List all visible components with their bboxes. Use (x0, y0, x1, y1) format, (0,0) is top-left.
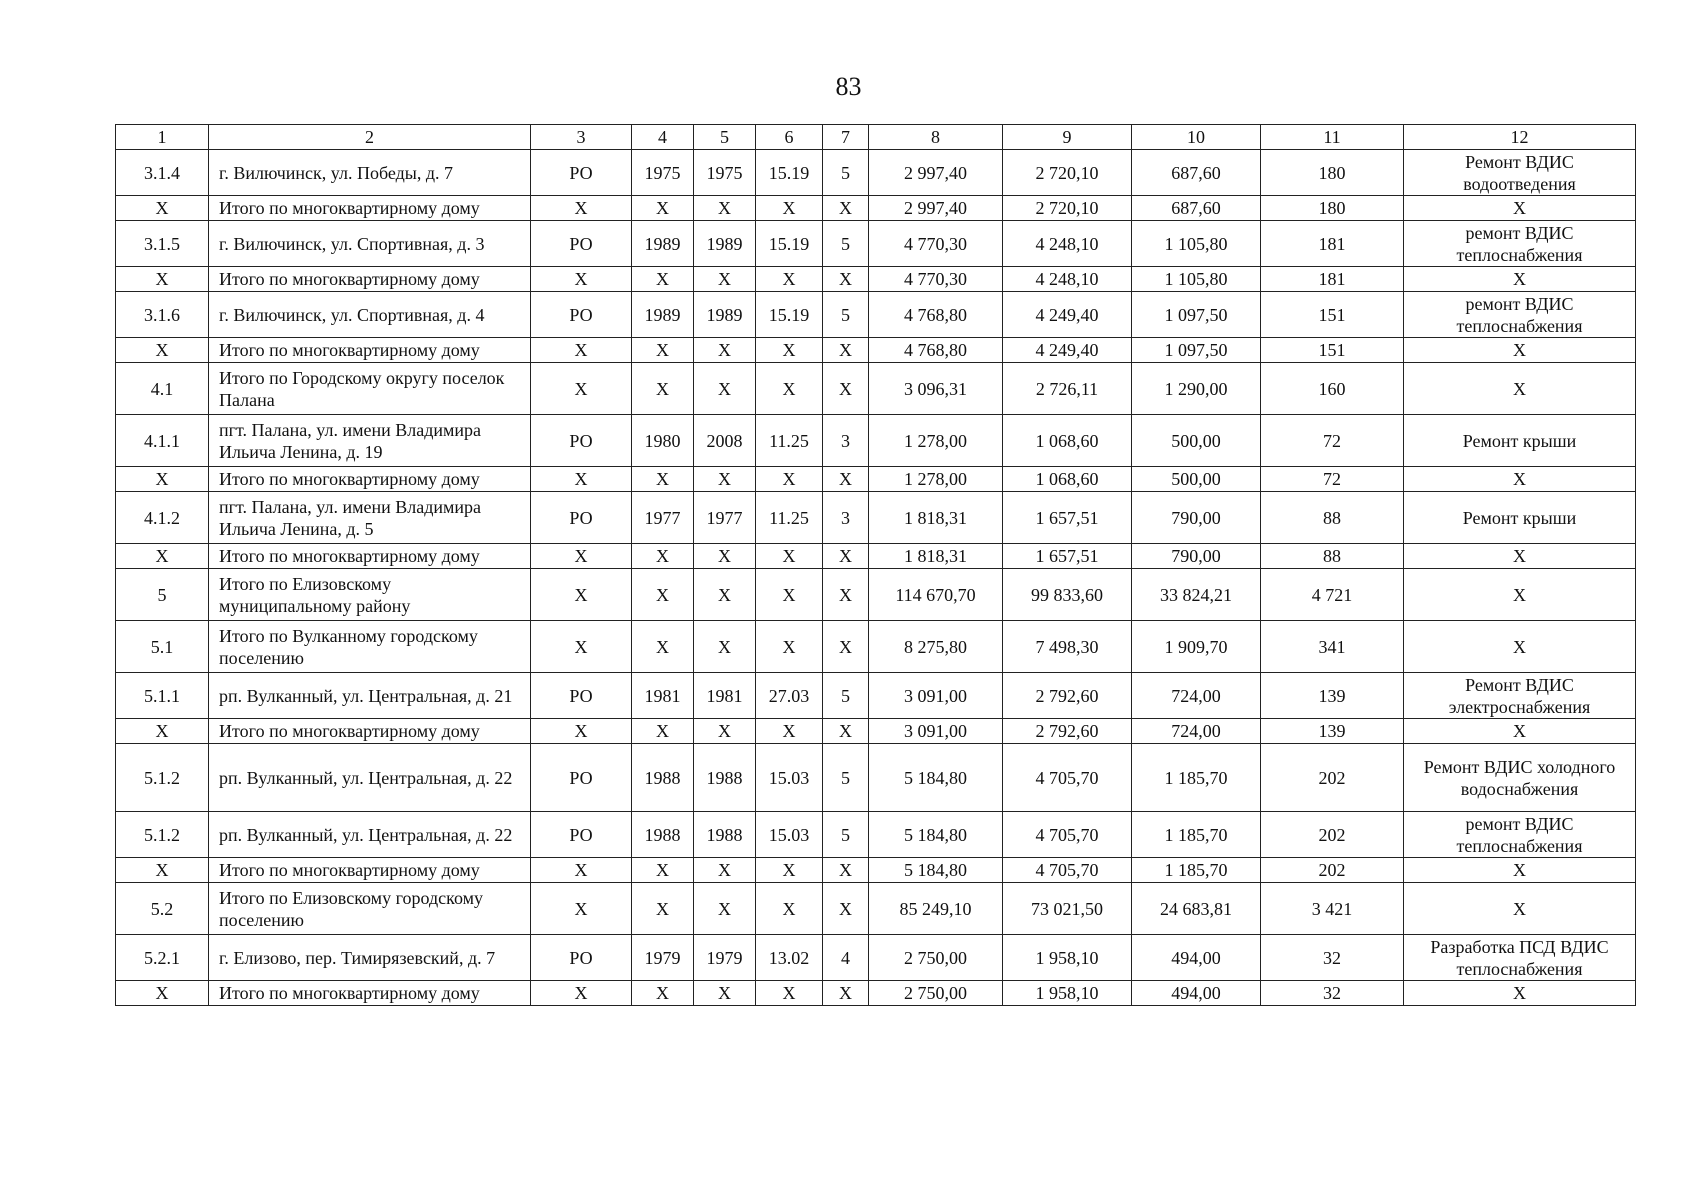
cell-address: г. Елизово, пер. Тимирязевский, д. 7 (209, 935, 531, 981)
cell-residents: 88 (1261, 492, 1404, 544)
column-header: 5 (694, 125, 756, 150)
cell-residents: 180 (1261, 150, 1404, 196)
cell-total-area: 85 249,10 (869, 883, 1003, 935)
cell-number: 5.1.2 (116, 744, 209, 812)
table-body (116, 150, 1636, 1006)
column-header: 10 (1132, 125, 1261, 150)
column-header: 9 (1003, 125, 1132, 150)
cell-year-overhaul: Х (694, 196, 756, 221)
table-row (116, 267, 1636, 292)
cell-code: Х (756, 883, 823, 935)
cell-code: 27.03 (756, 673, 823, 719)
cell-year-overhaul: Х (694, 858, 756, 883)
data-table (115, 124, 1636, 1006)
cell-type: Х (531, 196, 632, 221)
cell-type: РО (531, 673, 632, 719)
cell-residents: 181 (1261, 267, 1404, 292)
cell-total-area: 3 096,31 (869, 363, 1003, 415)
cell-number: Х (116, 338, 209, 363)
cell-address: Итого по многоквартирному дому (209, 981, 531, 1006)
cell-year-built: 1980 (632, 415, 694, 467)
cell-type: Х (531, 621, 632, 673)
cell-year-overhaul: 2008 (694, 415, 756, 467)
cell-total-area: 3 091,00 (869, 719, 1003, 744)
cell-residents: 32 (1261, 981, 1404, 1006)
cell-year-built: 1988 (632, 744, 694, 812)
cell-code: 15.19 (756, 221, 823, 267)
cell-number: 3.1.5 (116, 221, 209, 267)
cell-code: Х (756, 621, 823, 673)
column-header: 7 (823, 125, 869, 150)
table-row (116, 292, 1636, 338)
cell-floors: 5 (823, 150, 869, 196)
cell-living-area: 4 248,10 (1003, 267, 1132, 292)
cell-type: Х (531, 338, 632, 363)
cell-living-area: 2 720,10 (1003, 150, 1132, 196)
cell-work-type: ремонт ВДИС теплоснабжения (1404, 812, 1636, 858)
table-row (116, 492, 1636, 544)
cell-year-overhaul: Х (694, 883, 756, 935)
cell-address: рп. Вулканный, ул. Центральная, д. 22 (209, 744, 531, 812)
cell-living-area: 1 958,10 (1003, 935, 1132, 981)
column-header: 12 (1404, 125, 1636, 150)
cell-year-built: 1977 (632, 492, 694, 544)
cell-year-overhaul: Х (694, 267, 756, 292)
cell-number: 4.1.1 (116, 415, 209, 467)
cell-floors: Х (823, 621, 869, 673)
cell-residents: 160 (1261, 363, 1404, 415)
cell-year-overhaul: 1989 (694, 221, 756, 267)
cell-year-overhaul: Х (694, 338, 756, 363)
cell-work-type: Ремонт крыши (1404, 492, 1636, 544)
cell-floors: 3 (823, 415, 869, 467)
cell-year-built: Х (632, 338, 694, 363)
cell-nonliving-area: 24 683,81 (1132, 883, 1261, 935)
cell-code: Х (756, 467, 823, 492)
cell-work-type: Х (1404, 719, 1636, 744)
cell-type: Х (531, 858, 632, 883)
table-row (116, 363, 1636, 415)
cell-number: Х (116, 196, 209, 221)
cell-living-area: 1 657,51 (1003, 492, 1132, 544)
cell-residents: 151 (1261, 292, 1404, 338)
cell-residents: 202 (1261, 812, 1404, 858)
table-row (116, 858, 1636, 883)
cell-year-overhaul: Х (694, 621, 756, 673)
cell-work-type: Х (1404, 858, 1636, 883)
cell-living-area: 4 705,70 (1003, 858, 1132, 883)
cell-residents: 202 (1261, 858, 1404, 883)
cell-code: Х (756, 196, 823, 221)
cell-year-overhaul: Х (694, 981, 756, 1006)
table-row (116, 415, 1636, 467)
cell-living-area: 7 498,30 (1003, 621, 1132, 673)
cell-work-type: Х (1404, 267, 1636, 292)
cell-code: Х (756, 569, 823, 621)
cell-total-area: 1 278,00 (869, 467, 1003, 492)
cell-year-built: Х (632, 569, 694, 621)
cell-total-area: 2 750,00 (869, 935, 1003, 981)
table-row (116, 569, 1636, 621)
cell-work-type: Ремонт ВДИС электроснабжения (1404, 673, 1636, 719)
cell-year-built: Х (632, 858, 694, 883)
cell-address: Итого по многоквартирному дому (209, 267, 531, 292)
table-row (116, 338, 1636, 363)
cell-nonliving-area: 687,60 (1132, 196, 1261, 221)
cell-address: г. Вилючинск, ул. Спортивная, д. 4 (209, 292, 531, 338)
table-row (116, 812, 1636, 858)
cell-residents: 341 (1261, 621, 1404, 673)
cell-number: Х (116, 981, 209, 1006)
cell-living-area: 2 726,11 (1003, 363, 1132, 415)
cell-year-built: Х (632, 883, 694, 935)
cell-living-area: 99 833,60 (1003, 569, 1132, 621)
cell-floors: Х (823, 267, 869, 292)
cell-floors: Х (823, 883, 869, 935)
cell-code: Х (756, 544, 823, 569)
cell-code: Х (756, 981, 823, 1006)
cell-address: пгт. Палана, ул. имени Владимира Ильича Ленина, д. 19 (209, 415, 531, 467)
cell-code: 13.02 (756, 935, 823, 981)
cell-floors: Х (823, 569, 869, 621)
cell-year-overhaul: 1975 (694, 150, 756, 196)
cell-residents: 72 (1261, 415, 1404, 467)
cell-code: 15.03 (756, 812, 823, 858)
cell-total-area: 4 770,30 (869, 221, 1003, 267)
cell-code: 15.19 (756, 150, 823, 196)
cell-year-built: Х (632, 981, 694, 1006)
cell-nonliving-area: 33 824,21 (1132, 569, 1261, 621)
column-header: 8 (869, 125, 1003, 150)
cell-number: 5.2 (116, 883, 209, 935)
cell-work-type: Х (1404, 621, 1636, 673)
cell-type: РО (531, 415, 632, 467)
table-row (116, 935, 1636, 981)
cell-nonliving-area: 1 105,80 (1132, 221, 1261, 267)
cell-year-built: Х (632, 544, 694, 569)
cell-code: Х (756, 338, 823, 363)
cell-work-type: Х (1404, 196, 1636, 221)
table-row (116, 221, 1636, 267)
cell-code: Х (756, 719, 823, 744)
page-number: 83 (835, 72, 862, 101)
cell-address: Итого по многоквартирному дому (209, 467, 531, 492)
table-row (116, 981, 1636, 1006)
cell-living-area: 4 249,40 (1003, 338, 1132, 363)
cell-work-type: Х (1404, 981, 1636, 1006)
cell-total-area: 2 997,40 (869, 150, 1003, 196)
cell-number: 5.1 (116, 621, 209, 673)
cell-year-overhaul: 1988 (694, 744, 756, 812)
cell-type: РО (531, 492, 632, 544)
cell-total-area: 2 750,00 (869, 981, 1003, 1006)
cell-nonliving-area: 1 185,70 (1132, 858, 1261, 883)
cell-total-area: 4 768,80 (869, 338, 1003, 363)
table-row (116, 544, 1636, 569)
cell-residents: 3 421 (1261, 883, 1404, 935)
cell-number: Х (116, 467, 209, 492)
cell-code: 15.19 (756, 292, 823, 338)
cell-address: г. Вилючинск, ул. Спортивная, д. 3 (209, 221, 531, 267)
cell-work-type: Х (1404, 544, 1636, 569)
cell-total-area: 4 768,80 (869, 292, 1003, 338)
cell-nonliving-area: 790,00 (1132, 492, 1261, 544)
cell-total-area: 1 818,31 (869, 492, 1003, 544)
cell-number: 4.1 (116, 363, 209, 415)
table-row (116, 673, 1636, 719)
cell-code: Х (756, 267, 823, 292)
cell-year-overhaul: 1979 (694, 935, 756, 981)
cell-type: Х (531, 883, 632, 935)
cell-number: Х (116, 858, 209, 883)
cell-floors: Х (823, 858, 869, 883)
cell-address: Итого по многоквартирному дому (209, 719, 531, 744)
cell-year-built: Х (632, 621, 694, 673)
cell-address: Итого по Елизовскому городскому поселению (209, 883, 531, 935)
cell-living-area: 4 705,70 (1003, 744, 1132, 812)
cell-year-overhaul: Х (694, 363, 756, 415)
cell-year-built: 1981 (632, 673, 694, 719)
cell-living-area: 1 068,60 (1003, 415, 1132, 467)
cell-total-area: 2 997,40 (869, 196, 1003, 221)
cell-work-type: Х (1404, 363, 1636, 415)
cell-year-overhaul: 1989 (694, 292, 756, 338)
cell-living-area: 2 792,60 (1003, 719, 1132, 744)
cell-living-area: 73 021,50 (1003, 883, 1132, 935)
cell-nonliving-area: 1 909,70 (1132, 621, 1261, 673)
cell-address: рп. Вулканный, ул. Центральная, д. 22 (209, 812, 531, 858)
cell-type: РО (531, 150, 632, 196)
cell-residents: 4 721 (1261, 569, 1404, 621)
cell-work-type: Разработка ПСД ВДИС теплоснабжения (1404, 935, 1636, 981)
cell-address: Итого по Городскому округу поселок Палана (209, 363, 531, 415)
cell-number: Х (116, 544, 209, 569)
cell-work-type: ремонт ВДИС теплоснабжения (1404, 221, 1636, 267)
cell-type: Х (531, 467, 632, 492)
table-row (116, 744, 1636, 812)
cell-floors: 5 (823, 812, 869, 858)
cell-living-area: 4 248,10 (1003, 221, 1132, 267)
cell-nonliving-area: 1 185,70 (1132, 812, 1261, 858)
cell-year-built: 1988 (632, 812, 694, 858)
table-row (116, 883, 1636, 935)
cell-number: 5.1.2 (116, 812, 209, 858)
column-header: 1 (116, 125, 209, 150)
column-header: 2 (209, 125, 531, 150)
cell-year-built: Х (632, 196, 694, 221)
cell-address: Итого по Елизовскому муниципальному району (209, 569, 531, 621)
cell-number: 3.1.6 (116, 292, 209, 338)
cell-floors: 5 (823, 744, 869, 812)
cell-address: рп. Вулканный, ул. Центральная, д. 21 (209, 673, 531, 719)
cell-nonliving-area: 1 097,50 (1132, 338, 1261, 363)
cell-residents: 88 (1261, 544, 1404, 569)
cell-residents: 181 (1261, 221, 1404, 267)
cell-work-type: ремонт ВДИС теплоснабжения (1404, 292, 1636, 338)
cell-floors: 4 (823, 935, 869, 981)
cell-nonliving-area: 1 105,80 (1132, 267, 1261, 292)
cell-type: РО (531, 744, 632, 812)
cell-total-area: 1 818,31 (869, 544, 1003, 569)
table-row (116, 150, 1636, 196)
cell-living-area: 1 657,51 (1003, 544, 1132, 569)
table-row (116, 719, 1636, 744)
cell-number: 5.1.1 (116, 673, 209, 719)
cell-nonliving-area: 500,00 (1132, 467, 1261, 492)
cell-total-area: 8 275,80 (869, 621, 1003, 673)
cell-address: Итого по многоквартирному дому (209, 196, 531, 221)
cell-residents: 139 (1261, 719, 1404, 744)
cell-work-type: Ремонт ВДИС водоотведения (1404, 150, 1636, 196)
cell-code: Х (756, 363, 823, 415)
cell-code: 11.25 (756, 492, 823, 544)
cell-living-area: 2 792,60 (1003, 673, 1132, 719)
cell-type: Х (531, 267, 632, 292)
cell-number: 5 (116, 569, 209, 621)
cell-year-overhaul: Х (694, 467, 756, 492)
cell-floors: 5 (823, 673, 869, 719)
column-header: 3 (531, 125, 632, 150)
cell-number: Х (116, 267, 209, 292)
cell-floors: Х (823, 544, 869, 569)
cell-floors: 5 (823, 292, 869, 338)
cell-floors: Х (823, 467, 869, 492)
cell-year-built: 1979 (632, 935, 694, 981)
cell-number: 3.1.4 (116, 150, 209, 196)
cell-residents: 202 (1261, 744, 1404, 812)
table-row (116, 467, 1636, 492)
cell-number: 4.1.2 (116, 492, 209, 544)
cell-year-built: 1989 (632, 292, 694, 338)
cell-code: 11.25 (756, 415, 823, 467)
cell-total-area: 5 184,80 (869, 744, 1003, 812)
column-header: 6 (756, 125, 823, 150)
cell-address: Итого по многоквартирному дому (209, 338, 531, 363)
cell-year-overhaul: Х (694, 544, 756, 569)
cell-nonliving-area: 1 097,50 (1132, 292, 1261, 338)
cell-address: Итого по многоквартирному дому (209, 858, 531, 883)
cell-year-built: Х (632, 719, 694, 744)
cell-residents: 72 (1261, 467, 1404, 492)
cell-floors: 3 (823, 492, 869, 544)
cell-nonliving-area: 1 185,70 (1132, 744, 1261, 812)
cell-work-type: Х (1404, 467, 1636, 492)
cell-type: Х (531, 363, 632, 415)
cell-nonliving-area: 687,60 (1132, 150, 1261, 196)
cell-number: Х (116, 719, 209, 744)
cell-year-built: Х (632, 267, 694, 292)
cell-year-built: Х (632, 363, 694, 415)
cell-total-area: 5 184,80 (869, 812, 1003, 858)
table-header-row (116, 125, 1636, 150)
cell-total-area: 3 091,00 (869, 673, 1003, 719)
cell-code: Х (756, 858, 823, 883)
cell-type: Х (531, 719, 632, 744)
cell-year-overhaul: Х (694, 569, 756, 621)
cell-work-type: Ремонт крыши (1404, 415, 1636, 467)
cell-total-area: 1 278,00 (869, 415, 1003, 467)
cell-type: Х (531, 569, 632, 621)
cell-living-area: 2 720,10 (1003, 196, 1132, 221)
cell-nonliving-area: 790,00 (1132, 544, 1261, 569)
cell-type: РО (531, 221, 632, 267)
cell-residents: 180 (1261, 196, 1404, 221)
cell-total-area: 5 184,80 (869, 858, 1003, 883)
cell-year-overhaul: 1981 (694, 673, 756, 719)
cell-floors: Х (823, 196, 869, 221)
cell-floors: Х (823, 363, 869, 415)
cell-number: 5.2.1 (116, 935, 209, 981)
cell-nonliving-area: 500,00 (1132, 415, 1261, 467)
cell-nonliving-area: 1 290,00 (1132, 363, 1261, 415)
cell-living-area: 4 249,40 (1003, 292, 1132, 338)
cell-type: Х (531, 981, 632, 1006)
column-header: 11 (1261, 125, 1404, 150)
cell-address: г. Вилючинск, ул. Победы, д. 7 (209, 150, 531, 196)
cell-year-built: 1975 (632, 150, 694, 196)
cell-floors: Х (823, 981, 869, 1006)
cell-floors: 5 (823, 221, 869, 267)
cell-year-overhaul: 1988 (694, 812, 756, 858)
cell-residents: 151 (1261, 338, 1404, 363)
table-row (116, 196, 1636, 221)
cell-nonliving-area: 724,00 (1132, 673, 1261, 719)
cell-nonliving-area: 724,00 (1132, 719, 1261, 744)
cell-type: Х (531, 544, 632, 569)
cell-address: пгт. Палана, ул. имени Владимира Ильича Ленина, д. 5 (209, 492, 531, 544)
cell-total-area: 114 670,70 (869, 569, 1003, 621)
cell-year-overhaul: 1977 (694, 492, 756, 544)
cell-nonliving-area: 494,00 (1132, 981, 1261, 1006)
cell-living-area: 1 958,10 (1003, 981, 1132, 1006)
table-row (116, 621, 1636, 673)
cell-work-type: Х (1404, 883, 1636, 935)
cell-address: Итого по Вулканному городскому поселению (209, 621, 531, 673)
cell-work-type: Х (1404, 338, 1636, 363)
cell-type: РО (531, 935, 632, 981)
cell-year-built: Х (632, 467, 694, 492)
cell-nonliving-area: 494,00 (1132, 935, 1261, 981)
cell-floors: Х (823, 719, 869, 744)
cell-work-type: Ремонт ВДИС холодного водоснабжения (1404, 744, 1636, 812)
cell-year-built: 1989 (632, 221, 694, 267)
cell-floors: Х (823, 338, 869, 363)
cell-code: 15.03 (756, 744, 823, 812)
cell-total-area: 4 770,30 (869, 267, 1003, 292)
cell-work-type: Х (1404, 569, 1636, 621)
cell-address: Итого по многоквартирному дому (209, 544, 531, 569)
cell-living-area: 1 068,60 (1003, 467, 1132, 492)
column-header: 4 (632, 125, 694, 150)
cell-living-area: 4 705,70 (1003, 812, 1132, 858)
cell-type: РО (531, 292, 632, 338)
cell-year-overhaul: Х (694, 719, 756, 744)
cell-type: РО (531, 812, 632, 858)
cell-residents: 32 (1261, 935, 1404, 981)
cell-residents: 139 (1261, 673, 1404, 719)
